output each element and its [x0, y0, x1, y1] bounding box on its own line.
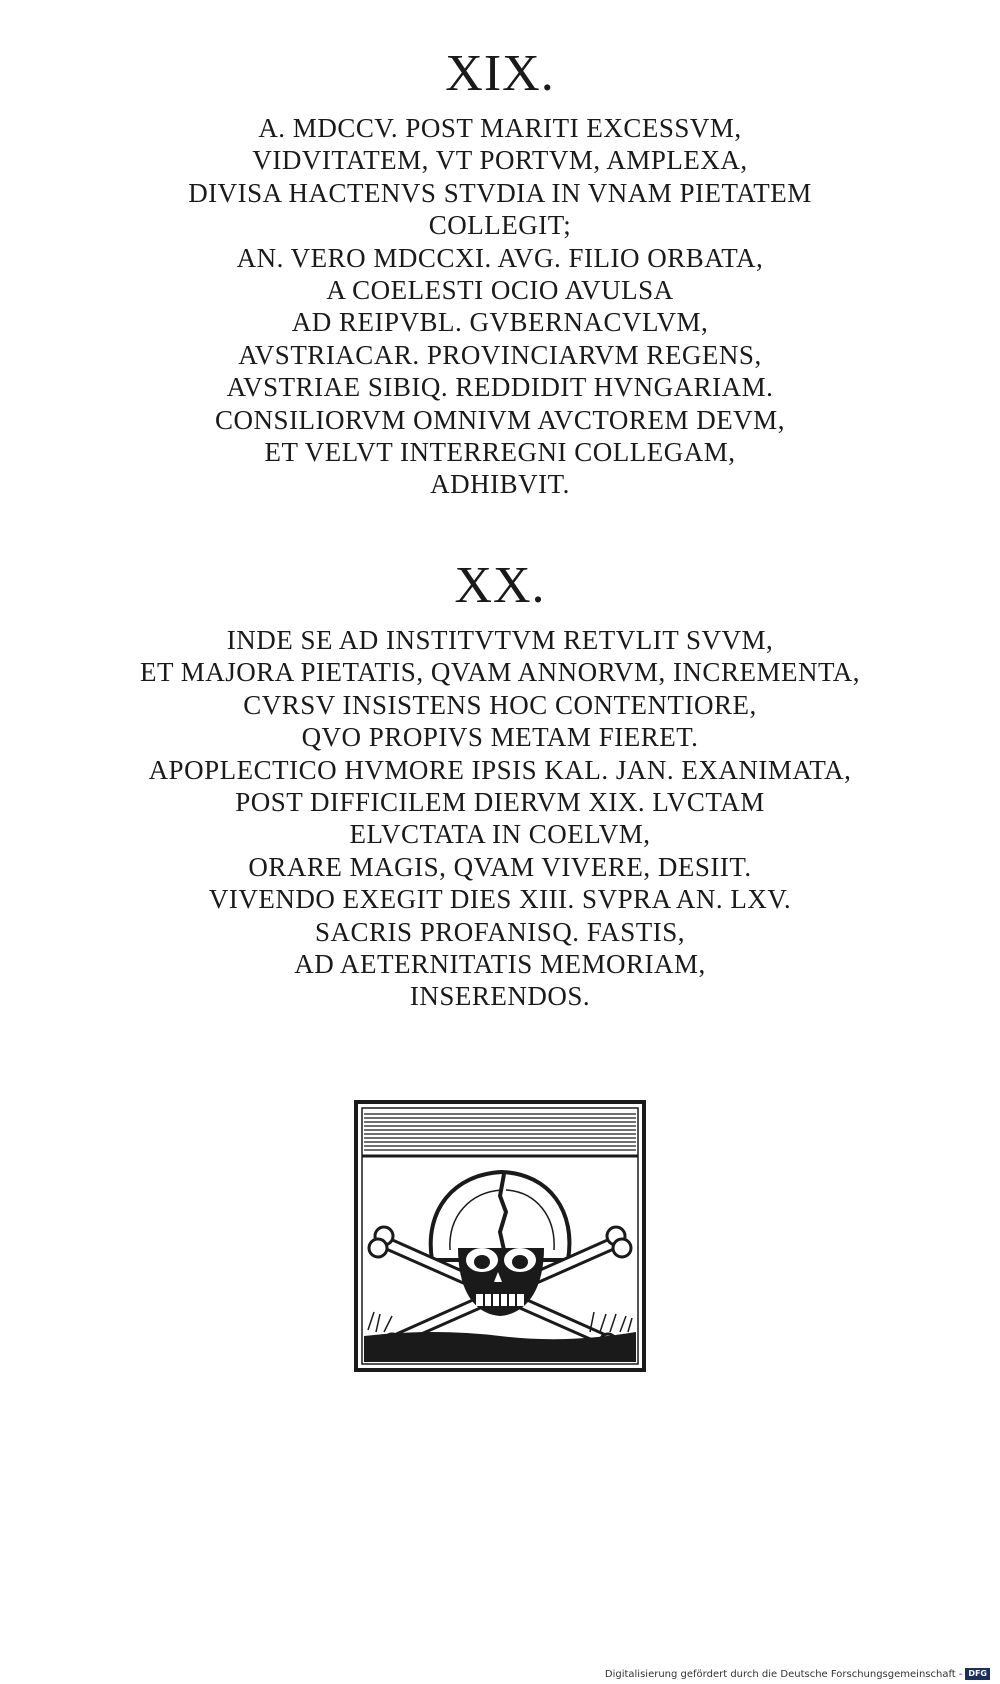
inscription-line: SACRIS PROFANISQ. FASTIS,: [314, 916, 686, 947]
inscription-xx: [0, 624, 1000, 1013]
inscription-line: INSERENDOS.: [409, 981, 591, 1012]
inscription-line: CONSILIORVM OMNIVM AVCTOREM DEVM,: [215, 404, 785, 435]
inscription-line: AVSTRIAE SIBIQ. REDDIDIT HVNGARIAM.: [226, 372, 774, 403]
inscription-line: APOPLECTICO HVMORE IPSIS KAL. JAN. EXANIMATA,: [148, 754, 852, 785]
section-numeral-xx: XX.: [454, 557, 546, 614]
inscription-line: QVO PROPIVS METAM FIERET.: [301, 722, 699, 753]
inscription-line: ET MAJORA PIETATIS, QVAM ANNORVM, INCREMENTA,: [139, 657, 861, 688]
inscription-line: AVSTRIACAR. PROVINCIARVM REGENS,: [238, 339, 762, 370]
inscription-line: CVRSV INSISTENS HOC CONTENTIORE,: [243, 689, 757, 720]
inscription-line: AD AETERNITATIS MEMORIAM,: [294, 948, 706, 979]
inscription-line: ELVCTATA IN COELVM,: [349, 819, 651, 850]
inscription-line: ET VELVT INTERREGNI COLLEGAM,: [264, 436, 736, 467]
inscription-line: DIVISA HACTENVS STVDIA IN VNAM PIETATEM: [188, 177, 812, 208]
inscription-line: VIVENDO EXEGIT DIES XIII. SVPRA AN. LXV.: [208, 884, 792, 915]
inscription-line: POST DIFFICILEM DIERVM XIX. LVCTAM: [235, 786, 765, 817]
credit-separator: -: [958, 1668, 963, 1680]
inscription-line: A. MDCCV. POST MARITI EXCESSVM,: [258, 113, 742, 143]
inscription-line: ORARE MAGIS, QVAM VIVERE, DESIIT.: [248, 851, 752, 882]
section-numeral-xix: XIX.: [445, 45, 555, 102]
inscription-line: AN. VERO MDCCXI. AVG. FILIO ORBATA,: [236, 242, 764, 273]
inscription-line: AD REIPVBL. GVBERNACVLVM,: [291, 307, 709, 338]
skull-crossbones-woodcut-icon: [354, 1100, 646, 1372]
inscription-line: INDE SE AD INSTITVTVM RETVLIT SVVM,: [226, 625, 774, 655]
credit-text: Digitalisierung gefördert durch die Deutsche Forschungsgemeinschaft: [604, 1668, 956, 1680]
inscription-xix: [0, 112, 1000, 501]
digitization-credit: [605, 1668, 990, 1680]
inscription-line: A COELESTI OCIO AVULSA: [326, 274, 674, 305]
inscription-line: ADHIBVIT.: [430, 469, 570, 500]
dfg-logo: DFG: [965, 1668, 990, 1680]
inscription-line: COLLEGIT;: [428, 210, 572, 241]
inscription-line: VIDVITATEM, VT PORTVM, AMPLEXA,: [252, 145, 748, 176]
